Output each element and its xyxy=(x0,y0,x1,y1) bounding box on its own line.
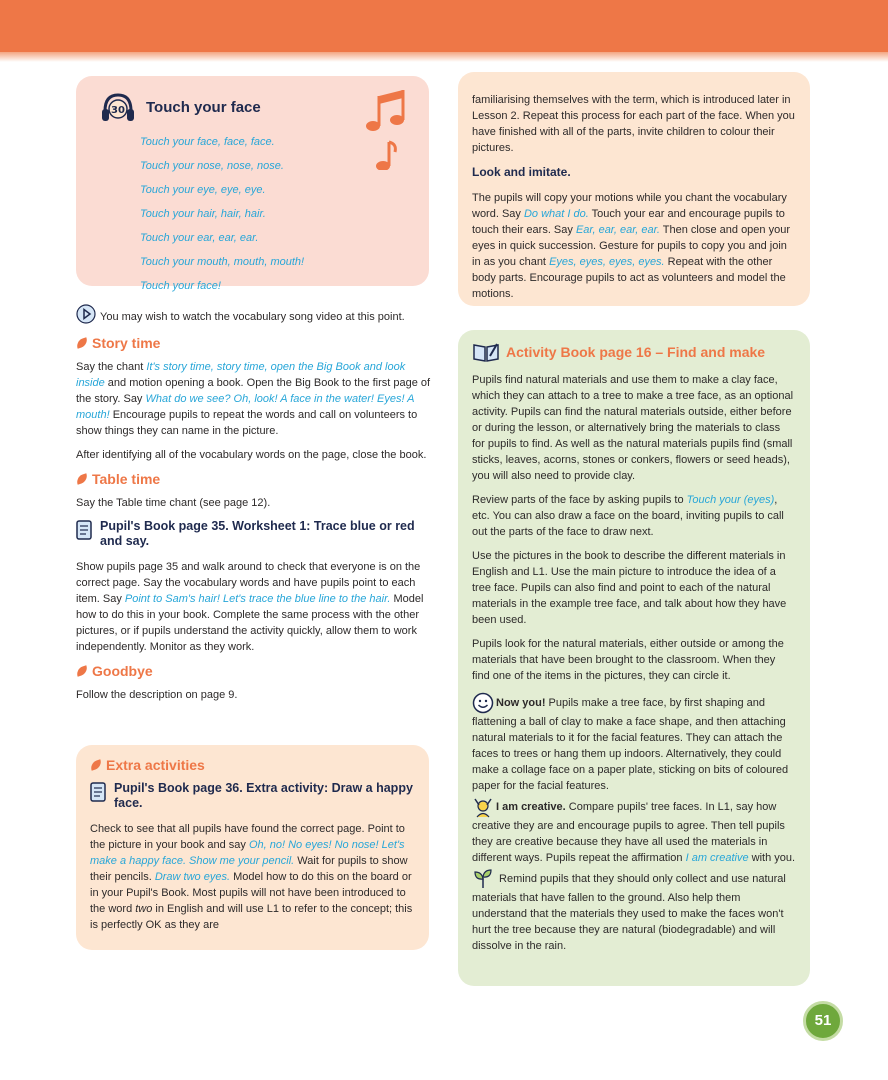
book-icon xyxy=(90,782,108,802)
look-imitate-box xyxy=(458,72,810,306)
play-icon[interactable] xyxy=(76,304,96,329)
table-time-heading: Table time xyxy=(76,471,431,487)
story-paragraph: Say the chant It's story time, story time, open the Big Book and look inside and motion opening a book. Open the Big Book to the first page of the story. Say What do we see? Oh, look! A face in the water! Eyes! A mouth! Encourage pupils to repeat the words and call on volunteers to show things they can name in the picture. xyxy=(76,361,431,437)
extra-activities-box xyxy=(76,745,429,950)
table-time-text: Say the Table time chant (see page 12). xyxy=(76,497,271,509)
now-you-paragraph: Now you! Pupils make a tree face, by first shaping and flattening a ball of clay to make a face shape, and then attaching natural materials to it for the facial features. They can attach the faces to trees or hang them up indoors. Alternatively, they could make a collage face on a paper plate, sticking on bits of coloured paper for the facial features. xyxy=(472,692,796,794)
extra-book-heading: Pupil's Book page 36. Extra activity: Draw a happy face. xyxy=(90,781,415,811)
activity-paragraph-1: Pupils find natural materials and use them to make a clay face, which they can attach to a tree to make a tree face, as an optional activity. Pupils can find the natural materials outside, either before or during the lesson, or alternatively bring the materials to class for pupils to find. As well as the natural materials pupils find (small sticks, leaves, acorns, stones or conkers, flowers or seed heads), you will also need to provide clay. xyxy=(472,374,794,482)
leaf-icon xyxy=(75,473,89,485)
lyric-line: Touch your mouth, mouth, mouth! xyxy=(140,256,305,268)
activity-paragraph-2: Review parts of the face by asking pupils to Touch your (eyes), etc. You can also draw a face on the board, inviting pupils to call out the parts of the face to draw next. xyxy=(472,494,784,538)
song-box xyxy=(76,76,429,292)
pupils-book-paragraph: Show pupils page 35 and walk around to check that everyone is on the correct page. Say the vocabulary words and have pupils point to each item. Say Point to Sam's hair! Let's trace the blue line to the hair. Model how to do this in your book. Complete the same process with the other pictures, or if pupils understand the activity quickly, allow them to work independently. Monitor as they work. xyxy=(76,561,424,653)
video-note xyxy=(76,304,431,329)
activity-book-box xyxy=(458,330,810,986)
leaf-icon xyxy=(89,759,103,771)
creative-paragraph: I am creative. Compare pupils' tree faces. In L1, say how creative they are and encourage pupils to agree. Then tell pupils they are creative because they have all used the materials in different ways. Pupils repeat the affirmation I am creative with you. xyxy=(472,796,796,866)
leaf-icon xyxy=(75,337,89,349)
lyric-line: Touch your eye, eye, eye. xyxy=(140,184,266,196)
song-title: Touch your face xyxy=(146,99,261,116)
open-book-icon xyxy=(472,342,500,362)
sprout-icon xyxy=(472,868,494,890)
headphones-icon xyxy=(100,90,136,126)
activity-book-heading: Activity Book page 16 – Find and make xyxy=(472,342,796,362)
story-paragraph-2: After identifying all of the vocabulary words on the page, close the book. xyxy=(76,449,427,461)
eco-paragraph: Remind pupils that they should only collect and use natural materials that have fallen to the ground. Also help them understand that the materials they used to make the faces won't hurt the tree because they are natural (biodegradable) and will dissolve in the rain. xyxy=(472,868,796,954)
story-time-heading: Story time xyxy=(76,335,431,351)
track-number: 30 xyxy=(111,105,125,116)
look-imitate-paragraph: The pupils will copy your motions while you chant the vocabulary word. Say Do what I do. Touch your ear and encourage pupils to touch their ears. Say Ear, ear, ear, ear. Then close and open your eyes in quick succession. Gesture for pupils to copy you and join in as you chant Eyes, eyes, eyes, eyes. Repeat with the other body parts. Encourage pupils to act as volunteers and model the motions. xyxy=(472,192,790,300)
video-note-text: You may wish to watch the vocabulary song video at this point. xyxy=(100,310,405,323)
book-icon xyxy=(76,520,94,540)
smiley-icon xyxy=(472,692,494,714)
look-imitate-heading: Look and imitate. xyxy=(472,165,571,179)
lyric-line: Touch your face! xyxy=(140,280,221,292)
lyric-line: Touch your nose, nose, nose. xyxy=(140,160,284,172)
music-notes-icon xyxy=(363,86,413,170)
top-banner-fade xyxy=(0,52,888,62)
pupils-book-heading: Pupil's Book page 35. Worksheet 1: Trace blue or red and say. xyxy=(76,519,431,549)
activity-paragraph-3: Use the pictures in the book to describe the different materials in English and L1. Use the main picture to introduce the idea of a tree face. Pupils can also find and point to each of the natural materials in the example tree face, and talk about how they have been used. xyxy=(472,550,787,626)
page-number: 51 xyxy=(803,1001,843,1041)
lyric-line: Touch your ear, ear, ear. xyxy=(140,232,259,244)
leaf-icon xyxy=(75,665,89,677)
cheering-person-icon xyxy=(472,796,494,818)
top-banner xyxy=(0,0,888,52)
activity-paragraph-4: Pupils look for the natural materials, either outside or among the materials that have been brought to the classroom. When they find one of the items in the pictures, they can circle it. xyxy=(472,638,784,682)
extra-activities-heading: Extra activities xyxy=(90,757,415,773)
goodbye-text: Follow the description on page 9. xyxy=(76,689,238,701)
left-column xyxy=(76,304,431,711)
continued-paragraph: familiarising themselves with the term, which is introduced later in Lesson 2. Repeat this process for each part of the face. When you have finished with all of the parts, invite children to colour their pictures. xyxy=(472,94,795,154)
lyric-line: Touch your face, face, face. xyxy=(140,136,275,148)
goodbye-heading: Goodbye xyxy=(76,663,431,679)
lyric-line: Touch your hair, hair, hair. xyxy=(140,208,266,220)
extra-paragraph: Check to see that all pupils have found the correct page. Point to the picture in your book and say Oh, no! No eyes! No nose! Let's make a happy face. Show me your pencil. Wait for pupils to show their pencils. Draw two eyes. Model how to do this on the board or in your Pupil's Book. Most pupils will not have been introduced to the word two in English and will use L1 to refer to the concept; this is perfectly OK as they are xyxy=(90,823,413,931)
